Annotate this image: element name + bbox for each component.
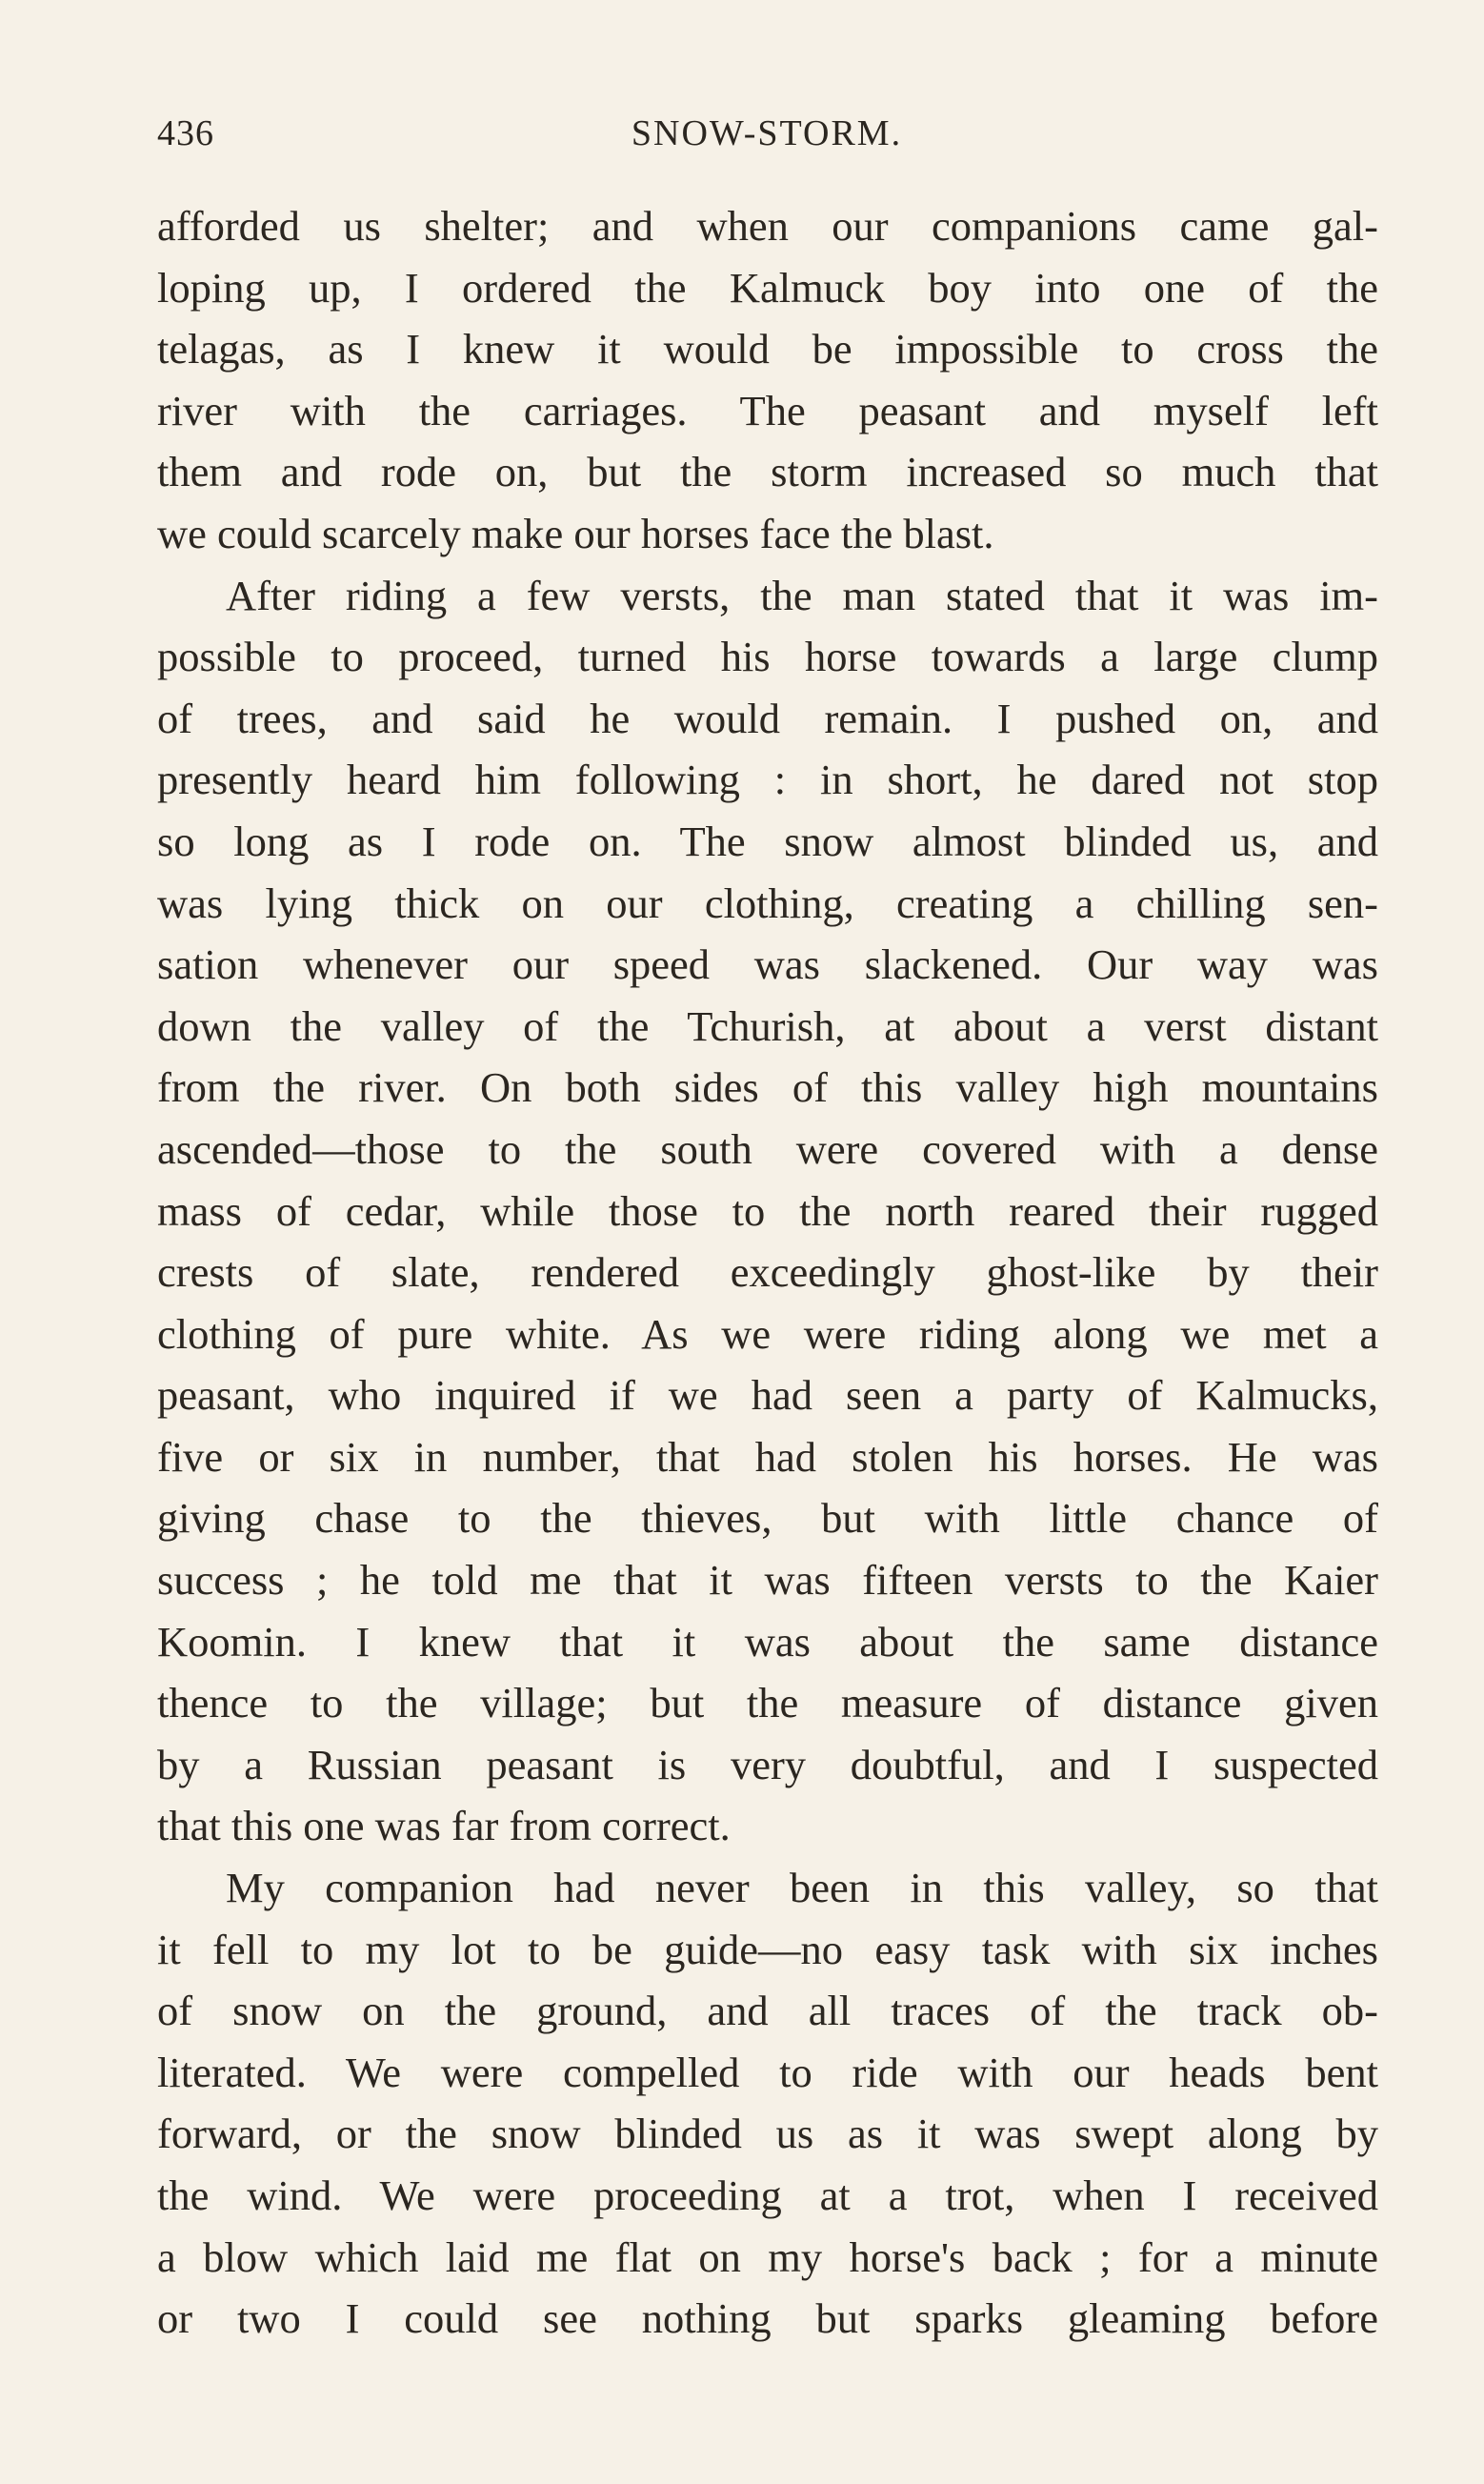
text-line: crests of slate, rendered exceedingly ghost-like by their	[157, 1248, 1378, 1297]
text-line: the wind. We were proceeding at a trot, when I received	[157, 2171, 1378, 2219]
running-title: SNOW-STORM.	[631, 113, 903, 153]
text-line: that this one was far from correct.	[157, 1802, 731, 1850]
text-line: loping up, I ordered the Kalmuck boy into one of the	[157, 263, 1378, 312]
text-line: forward, or the snow blinded us as it was swept along by	[157, 2110, 1378, 2158]
text-line: five or six in number, that had stolen his horses. He was	[157, 1432, 1378, 1481]
body-text	[157, 195, 1378, 2350]
text-line: of trees, and said he would remain. I pushed on, and	[157, 694, 1378, 742]
text-line: them and rode on, but the storm increased so much that	[157, 448, 1378, 496]
text-line: by a Russian peasant is very doubtful, and I suspected	[157, 1740, 1378, 1788]
text-line: sation whenever our speed was slackened. Our way was	[157, 940, 1378, 989]
text-line: down the valley of the Tchurish, at about a verst distant	[157, 1001, 1378, 1050]
text-line: telagas, as I knew it would be impossible to cross the	[157, 325, 1378, 374]
text-line: it fell to my lot to be guide—no easy task with six inches	[157, 1925, 1378, 1973]
text-line: we could scarcely make our horses face the blast.	[157, 509, 994, 557]
text-line: ascended—those to the south were covered with a dense	[157, 1124, 1378, 1173]
text-line: from the river. On both sides of this valley high mountains	[157, 1063, 1378, 1112]
text-line: presently heard him following : in short, he dared not stop	[157, 756, 1378, 804]
text-line: possible to proceed, turned his horse towards a large clump	[157, 633, 1378, 681]
text-line: Koomin. I knew that it was about the same distance	[157, 1617, 1378, 1666]
text-line: mass of cedar, while those to the north reared their rugged	[157, 1186, 1378, 1235]
text-line: river with the carriages. The peasant and myself left	[157, 386, 1378, 434]
text-line: After riding a few versts, the man stated that it was im-	[226, 571, 1378, 619]
text-line: success ; he told me that it was fifteen versts to the Kaier	[157, 1556, 1378, 1605]
text-line: clothing of pure white. As we were riding along we met a	[157, 1309, 1378, 1358]
text-line: was lying thick on our clothing, creating a chilling sen-	[157, 878, 1378, 927]
text-line: peasant, who inquired if we had seen a party of Kalmucks,	[157, 1371, 1378, 1420]
text-line: thence to the village; but the measure of distance given	[157, 1679, 1378, 1727]
text-line: giving chase to the thieves, but with little chance of	[157, 1494, 1378, 1543]
text-line: literated. We were compelled to ride with our heads bent	[157, 2048, 1378, 2096]
running-head	[157, 112, 1376, 170]
text-line: a blow which laid me flat on my horse's back ; for a minute	[157, 2232, 1378, 2281]
text-line: or two I could see nothing but sparks gleaming before	[157, 2294, 1378, 2343]
text-line: afforded us shelter; and when our companions came gal-	[157, 202, 1378, 250]
text-line: of snow on the ground, and all traces of the track ob-	[157, 1987, 1378, 2035]
text-line: My companion had never been in this valley, so that	[226, 1864, 1378, 1912]
text-line: so long as I rode on. The snow almost blinded us, and	[157, 817, 1378, 865]
page-number: 436	[157, 113, 214, 153]
